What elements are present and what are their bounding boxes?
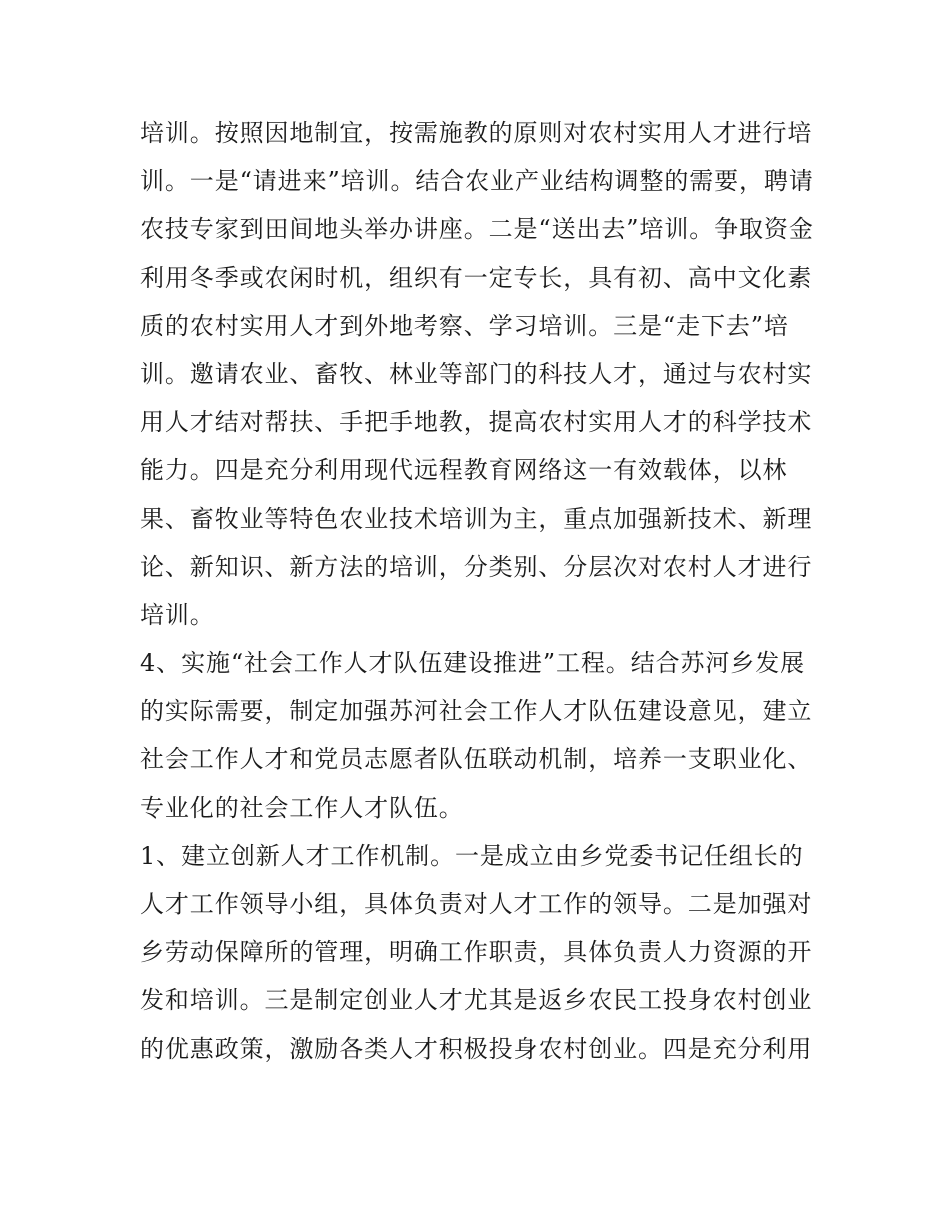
text-line: 训。邀请农业、畜牧、林业等部门的科技人才，通过与农村实: [140, 359, 813, 388]
text-line: 训。一是“请进来”培训。结合农业产业结构调整的需要，聘请: [140, 167, 814, 196]
text-line: 乡劳动保障所的管理，明确工作职责，具体负责人力资源的开: [140, 938, 813, 967]
text-line: 人才工作领导小组，具体负责对人才工作的领导。二是加强对: [140, 890, 813, 918]
section-heading-line: 1、建立创新人才工作机制。一是成立由乡党委书记任组长的: [140, 841, 804, 870]
text-line: 农技专家到田间地头举办讲座。二是“送出去”培训。争取资金: [140, 215, 814, 244]
section-heading-line: 4、实施“社会工作人才队伍建设推进”工程。结合苏河乡发展: [140, 649, 806, 678]
text-line: 社会工作人才和党员志愿者队伍联动机制，培养一支职业化、: [140, 745, 813, 774]
text-line: 的优惠政策，激励各类人才积极投身农村创业。四是充分利用: [140, 1034, 813, 1063]
text-line: 培训。: [140, 600, 215, 629]
text-line: 培训。按照因地制宜，按需施教的原则对农村实用人才进行培: [140, 119, 813, 147]
text-line: 利用冬季或农闲时机，组织有一定专长，具有初、高中文化素: [140, 263, 813, 292]
text-line: 质的农村实用人才到外地考察、学习培训。三是“走下去”培: [140, 311, 789, 340]
text-line: 能力。四是充分利用现代远程教育网络这一有效载体，以林: [140, 456, 788, 485]
text-line: 用人才结对帮扶、手把手地教，提高农村实用人才的科学技术: [140, 408, 813, 437]
text-line: 论、新知识、新方法的培训，分类别、分层次对农村人才进行: [140, 552, 813, 581]
text-line: 的实际需要，制定加强苏河社会工作人才队伍建设意见，建立: [140, 697, 813, 726]
body-text: [140, 109, 812, 1073]
text-line: 专业化的社会工作人才队伍。: [140, 793, 464, 822]
text-line: 发和培训。三是制定创业人才尤其是返乡农民工投身农村创业: [140, 986, 813, 1015]
text-line: 果、畜牧业等特色农业技术培训为主，重点加强新技术、新理: [140, 504, 813, 533]
